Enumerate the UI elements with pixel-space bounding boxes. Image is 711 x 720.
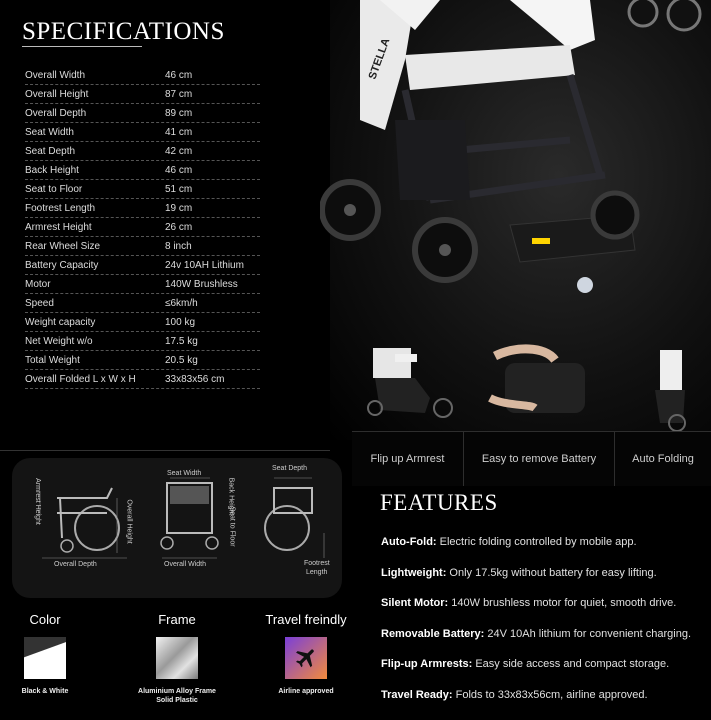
- spec-row: [25, 142, 260, 161]
- spec-row: [25, 351, 260, 370]
- spec-label: Armrest Height: [25, 221, 92, 233]
- spec-value: 41 cm: [165, 126, 193, 138]
- spec-label: Overall Width: [25, 69, 86, 81]
- spec-table: [25, 66, 260, 389]
- spec-value: 51 cm: [165, 183, 193, 195]
- caption-easy-remove-battery: Easy to remove Battery: [463, 432, 614, 486]
- spec-label: Overall Depth: [25, 107, 87, 119]
- spec-value: 24v 10AH Lithium: [165, 259, 244, 271]
- title-underline: [22, 46, 142, 47]
- swatch-aluminium: [156, 637, 198, 679]
- wheelchair-hero-image: [320, 0, 711, 300]
- feature-desc: Electric folding controlled by mobile app.: [436, 536, 637, 548]
- spec-label: Footrest Length: [25, 202, 96, 214]
- spec-value: 87 cm: [165, 88, 193, 100]
- thumb-flip-armrest: [368, 348, 452, 417]
- option-travel: [251, 612, 361, 696]
- feature-item: [381, 597, 711, 628]
- spec-row: [25, 85, 260, 104]
- spec-value: 46 cm: [165, 164, 193, 176]
- spec-row: [25, 256, 260, 275]
- dimensions-diagram: [12, 458, 342, 598]
- dimension-drawings: [12, 458, 342, 598]
- spec-value: 20.5 kg: [165, 354, 198, 366]
- thumb-auto-folding: [655, 350, 685, 431]
- spec-row: [25, 104, 260, 123]
- feature-item: [381, 689, 711, 720]
- spec-label: Rear Wheel Size: [25, 240, 101, 252]
- spec-row: [25, 66, 260, 85]
- caption-flip-up-armrest: Flip up Armrest: [370, 453, 445, 465]
- option-frame: [122, 612, 232, 705]
- thumb-remove-battery: [490, 349, 585, 413]
- spec-label: Total Weight: [25, 354, 80, 366]
- label-overall-width: Overall Width: [164, 561, 207, 568]
- spec-label: Seat Depth: [25, 145, 76, 157]
- spec-row: [25, 199, 260, 218]
- feature-caption-bar: [352, 431, 711, 486]
- spec-value: 33x83x56 cm: [165, 373, 225, 385]
- feature-desc: Only 17.5kg without battery for easy lifting.: [446, 566, 657, 579]
- spec-value: 17.5 kg: [165, 335, 198, 347]
- spec-row: [25, 332, 260, 351]
- label-overall-height: Overall Height: [125, 499, 133, 544]
- label-back-height: Back Height: [227, 477, 235, 516]
- feature-name: Auto-Fold:: [381, 536, 437, 548]
- spec-label: Weight capacity: [25, 316, 96, 328]
- spec-label: Overall Folded L x W x H: [25, 373, 136, 385]
- feature-item: [381, 628, 711, 659]
- spec-value: 42 cm: [165, 145, 193, 157]
- feature-desc: 140W brushless motor for quiet, smooth drive.: [448, 597, 677, 610]
- feature-desc: 24V 10Ah lithium for convenient charging.: [484, 627, 692, 640]
- feature-name: Travel Ready:: [381, 688, 453, 701]
- label-seat-depth: Seat Depth: [272, 465, 308, 472]
- spec-value: 19 cm: [165, 202, 193, 214]
- divider: [0, 450, 330, 451]
- option-caption-2: Solid Plastic: [156, 697, 198, 704]
- feature-name: Silent Motor:: [381, 597, 449, 610]
- features-list: [381, 536, 711, 720]
- feature-name: Removable Battery:: [381, 627, 485, 640]
- option-head: Travel freindly: [265, 612, 347, 627]
- feature-desc: Folds to 33x83x56cm, airline approved.: [452, 688, 648, 701]
- spec-value: 100 kg: [165, 316, 196, 328]
- feature-name: Lightweight:: [381, 566, 447, 579]
- spec-row: [25, 275, 260, 294]
- spec-label: Speed: [25, 297, 54, 309]
- option-caption: Aluminium Alloy Frame: [138, 688, 216, 695]
- spec-label: Seat to Floor: [25, 183, 83, 195]
- label-seat-to-floor: Seat to Floor: [228, 506, 236, 547]
- brand-logo: STELLA: [366, 36, 393, 82]
- feature-thumbnails: [355, 338, 711, 434]
- label-overall-depth: Overall Depth: [54, 561, 97, 568]
- spec-row: [25, 370, 260, 389]
- spec-row: [25, 237, 260, 256]
- spec-value: 26 cm: [165, 221, 193, 233]
- feature-desc: Easy side access and compact storage.: [472, 658, 670, 671]
- label-armrest-height: Armrest Height: [33, 478, 41, 525]
- spec-row: [25, 218, 260, 237]
- spec-label: Net Weight w/o: [25, 335, 93, 347]
- spec-label: Battery Capacity: [25, 259, 99, 271]
- feature-item: [381, 658, 711, 689]
- swatch-black-white: [24, 637, 66, 679]
- spec-row: [25, 313, 260, 332]
- features-title: FEATURES: [380, 490, 498, 515]
- spec-value: ≤6km/h: [165, 297, 198, 309]
- spec-row: [25, 161, 260, 180]
- option-head: Frame: [158, 612, 196, 627]
- caption-auto-folding: Auto Folding: [614, 432, 711, 486]
- spec-label: Seat Width: [25, 126, 74, 138]
- spec-row: [25, 123, 260, 142]
- airplane-icon: [285, 637, 327, 679]
- spec-value: 89 cm: [165, 107, 193, 119]
- spec-label: Motor: [25, 278, 51, 290]
- spec-value: 46 cm: [165, 69, 193, 81]
- option-caption: Black & White: [21, 688, 69, 695]
- spec-label: Back Height: [25, 164, 79, 176]
- spec-row: [25, 180, 260, 199]
- option-head: Color: [29, 612, 61, 627]
- feature-name: Flip-up Armrests:: [381, 658, 473, 671]
- specifications-title: SPECIFICATIONS: [22, 18, 225, 45]
- option-color: [0, 612, 100, 696]
- label-seat-width: Seat Width: [167, 470, 202, 477]
- spec-row: [25, 294, 260, 313]
- spec-value: 140W Brushless: [165, 278, 238, 290]
- feature-item: [381, 567, 711, 598]
- option-caption: Airline approved: [278, 688, 334, 695]
- spec-value: 8 inch: [165, 240, 192, 252]
- label-length: Length: [306, 569, 328, 576]
- spec-label: Overall Height: [25, 88, 89, 100]
- feature-item: [381, 536, 711, 567]
- label-footrest: Footrest: [304, 560, 330, 567]
